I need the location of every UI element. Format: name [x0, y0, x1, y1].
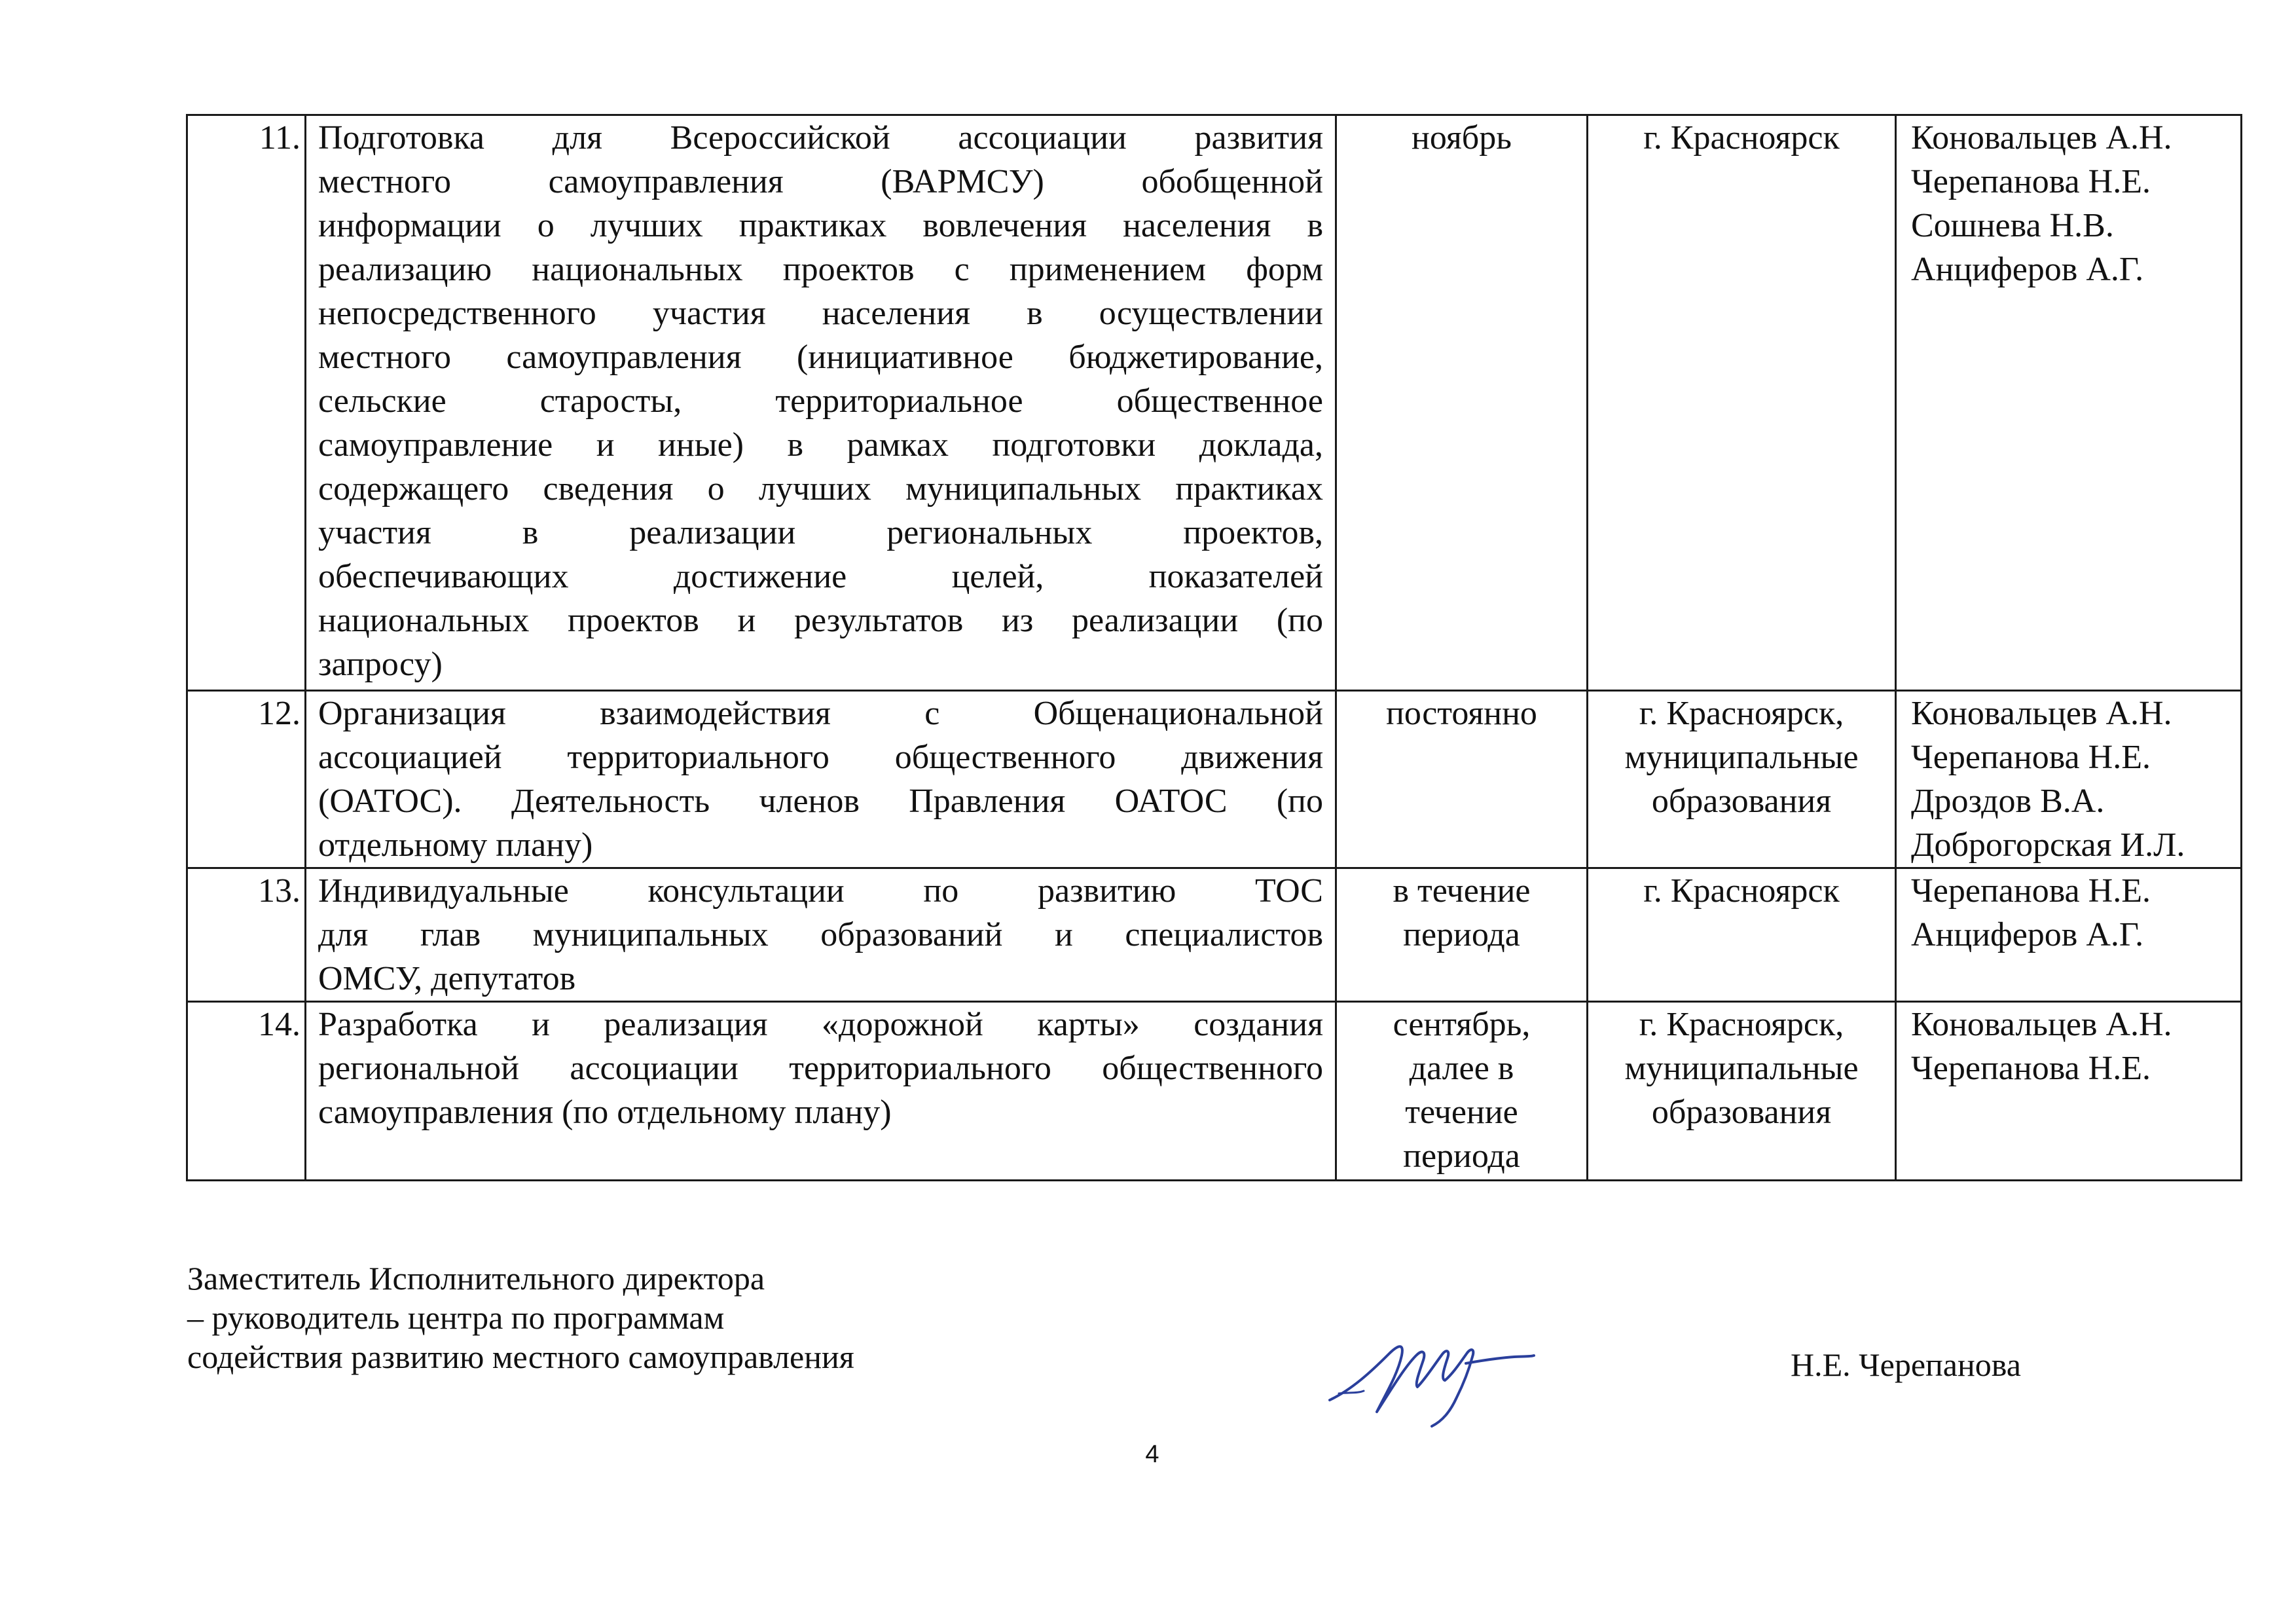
responsible-persons: Коновальцев А.Н. Черепанова Н.Е. Дроздов В.А. Доброгорская И.Л. — [1896, 691, 2242, 868]
activity-place: г. Красноярск — [1588, 115, 1896, 691]
position-line: Заместитель Исполнительного директора — [187, 1260, 765, 1297]
table-row — [187, 868, 2242, 1002]
position-line: – руководитель центра по программам — [187, 1299, 725, 1336]
signer-name: Н.Е. Черепанова — [1791, 1346, 2021, 1383]
activity-date: в течение периода — [1336, 868, 1588, 1002]
activity-plan-table — [186, 114, 2242, 1181]
activity-place: г. Красноярск, муниципальные образования — [1588, 691, 1896, 868]
activity-date: ноябрь — [1336, 115, 1588, 691]
row-number: 12. — [187, 691, 306, 868]
activity-date: постоянно — [1336, 691, 1588, 868]
position-line: содействия развитию местного самоуправления — [187, 1338, 854, 1375]
activity-description: Разработка и реализация «дорожной карты» создания региональной ассоциации территориального общественного самоуправления (по отдельному плану) — [306, 1002, 1336, 1181]
table-row — [187, 115, 2242, 691]
row-number: 13. — [187, 868, 306, 1002]
activity-description: Подготовка для Всероссийской ассоциации развития местного самоуправления (ВАРМСУ) обобщенной информации о лучших практиках вовлечения населения в реализацию национальных проектов с применением форм непосредственного участия населения в осуществлении местного самоуправления (инициативное бюджетирование, сельские старосты, территориальное общественное самоуправление и иные) в рамках подготовки доклада, содержащего сведения о лучших муниципальных практиках участия в реализации региональных проектов, обеспечивающих достижение целей, показателей национальных проектов и результатов из реализации (по запросу) — [306, 115, 1336, 691]
row-number: 11. — [187, 115, 306, 691]
responsible-persons: Черепанова Н.Е. Анциферов А.Г. — [1896, 868, 2242, 1002]
responsible-persons: Коновальцев А.Н. Черепанова Н.Е. Сошнева Н.В. Анциферов А.Г. — [1896, 115, 2242, 691]
responsible-persons: Коновальцев А.Н. Черепанова Н.Е. — [1896, 1002, 2242, 1181]
handwritten-signature-icon — [1326, 1316, 1535, 1431]
activity-description: Организация взаимодействия с Общенациональной ассоциацией территориального общественного движения (ОАТОС). Деятельность членов Правления ОАТОС (по отдельному плану) — [306, 691, 1336, 868]
activity-date: сентябрь, далее в течение периода — [1336, 1002, 1588, 1181]
signatory-position — [187, 1259, 854, 1376]
activity-place: г. Красноярск, муниципальные образования — [1588, 1002, 1896, 1181]
table-row — [187, 691, 2242, 868]
activity-description: Индивидуальные консультации по развитию ТОС для глав муниципальных образований и специалистов ОМСУ, депутатов — [306, 868, 1336, 1002]
page-number: 4 — [1145, 1441, 1159, 1468]
row-number: 14. — [187, 1002, 306, 1181]
activity-place: г. Красноярск — [1588, 868, 1896, 1002]
table-row — [187, 1002, 2242, 1181]
